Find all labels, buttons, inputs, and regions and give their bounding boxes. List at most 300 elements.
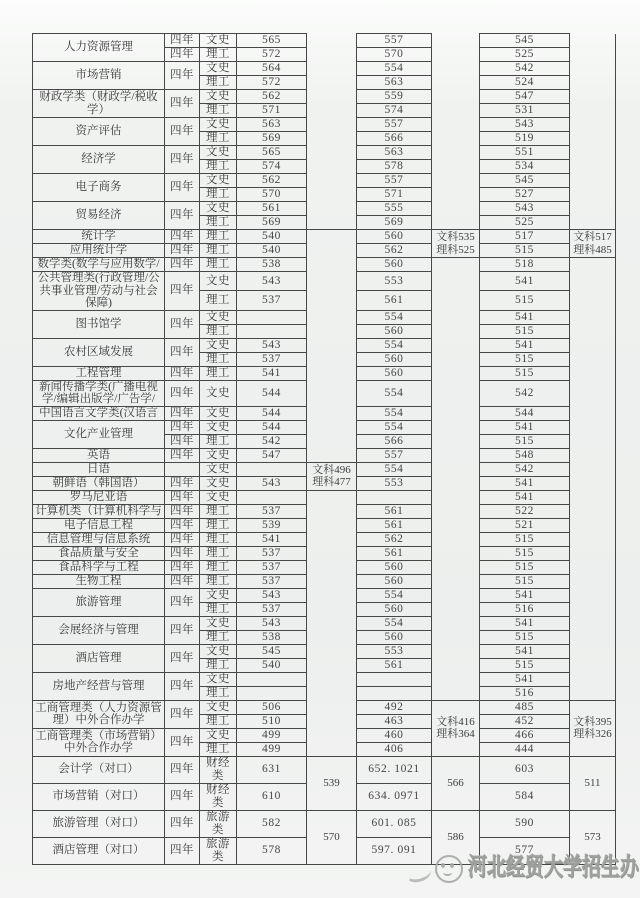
major-cell: 信息管理与信息系统 (33, 532, 165, 546)
table-row (33, 756, 616, 783)
note1-cell: 570 (307, 810, 357, 864)
watermark (405, 855, 639, 883)
duration-cell: 四年 (165, 644, 200, 672)
score3-cell: 543 (480, 202, 570, 216)
major-cell: 农村区域发展 (33, 338, 165, 366)
duration-cell: 四年 (165, 783, 200, 810)
category-cell: 理工 (200, 76, 237, 90)
score1-cell: 574 (237, 160, 307, 174)
category-cell: 理工 (200, 630, 237, 644)
duration-cell: 四年 (165, 406, 200, 420)
score2-cell: 460 (357, 728, 432, 742)
category-cell: 理工 (200, 160, 237, 174)
duration-cell: 四年 (165, 118, 200, 146)
category-cell: 文史 (200, 448, 237, 462)
major-cell: 电子商务 (33, 174, 165, 202)
category-cell: 理工 (200, 546, 237, 560)
category-cell: 理工 (200, 230, 237, 244)
duration-cell: 四年 (165, 62, 200, 90)
category-cell: 文史 (200, 406, 237, 420)
score3-cell: 541 (480, 338, 570, 352)
score2-cell: 560 (357, 258, 432, 272)
score2-cell (357, 490, 432, 504)
duration-cell: 四年 (165, 546, 200, 560)
score1-cell: 510 (237, 714, 307, 728)
score3-cell: 515 (480, 352, 570, 366)
score3-cell: 515 (480, 546, 570, 560)
major-cell: 计算机类（计算机科学与 (33, 504, 165, 518)
score3-cell: 544 (480, 406, 570, 420)
score1-cell: 547 (237, 448, 307, 462)
score1-cell: 570 (237, 188, 307, 202)
note1-cell: 539 (307, 756, 357, 810)
score1-cell: 539 (237, 518, 307, 532)
category-cell: 理工 (200, 714, 237, 728)
score2-cell: 634. 0971 (357, 783, 432, 810)
duration-cell: 四年 (165, 338, 200, 366)
category-cell: 理工 (200, 132, 237, 146)
major-cell: 文化产业管理 (33, 420, 165, 448)
score2-cell: 562 (357, 532, 432, 546)
score2-cell: 563 (357, 76, 432, 90)
score1-cell: 569 (237, 132, 307, 146)
score3-cell: 515 (480, 630, 570, 644)
watermark-text: 河北经贸大学招生办 (468, 853, 640, 882)
category-cell: 理工 (200, 258, 237, 272)
score1-cell: 543 (237, 338, 307, 352)
score1-cell: 537 (237, 560, 307, 574)
duration-cell (165, 462, 200, 476)
category-cell: 理工 (200, 658, 237, 672)
score1-cell: 542 (237, 434, 307, 448)
category-cell: 文史 (200, 310, 237, 324)
score3-cell: 590 (480, 810, 570, 837)
score2-cell: 562 (357, 244, 432, 258)
major-cell: 市场营销（对口） (33, 783, 165, 810)
major-cell: 人力资源管理 (33, 34, 165, 62)
score2-cell: 554 (357, 616, 432, 630)
category-cell: 理工 (200, 602, 237, 616)
duration-cell: 四年 (165, 202, 200, 230)
duration-cell: 四年 (165, 230, 200, 244)
note1-cell: 文科496理科477 (307, 462, 357, 490)
score1-cell: 561 (237, 202, 307, 216)
score2-cell: 555 (357, 202, 432, 216)
watermark-swoosh-icon (403, 861, 433, 885)
score3-cell: 541 (480, 310, 570, 324)
score3-cell: 541 (480, 672, 570, 686)
category-cell: 文史 (200, 644, 237, 658)
category-cell: 文史 (200, 420, 237, 434)
note2-cell: 586 (432, 810, 480, 864)
category-cell: 理工 (200, 48, 237, 62)
major-cell: 日语 (33, 462, 165, 476)
score3-cell: 548 (480, 448, 570, 462)
major-cell: 食品质量与安全 (33, 546, 165, 560)
duration-cell: 四年 (165, 588, 200, 616)
major-cell: 旅游管理（对口） (33, 810, 165, 837)
score2-cell: 574 (357, 104, 432, 118)
duration-cell: 四年 (165, 532, 200, 546)
score2-cell: 601. 085 (357, 810, 432, 837)
major-cell: 经济学 (33, 146, 165, 174)
score3-cell: 515 (480, 574, 570, 588)
duration-cell: 四年 (165, 174, 200, 202)
duration-cell: 四年 (165, 560, 200, 574)
score2-cell (357, 672, 432, 686)
score3-cell: 452 (480, 714, 570, 728)
major-cell: 统计学 (33, 230, 165, 244)
major-cell: 新闻传播学类(广播电视学/编辑出版学/广告学/ (33, 380, 165, 406)
score3-cell: 515 (480, 434, 570, 448)
category-cell: 理工 (200, 434, 237, 448)
category-cell: 文史 (200, 202, 237, 216)
category-cell: 文史 (200, 272, 237, 291)
score3-cell: 541 (480, 420, 570, 434)
duration-cell: 四年 (165, 504, 200, 518)
score2-cell: 561 (357, 518, 432, 532)
duration-cell: 四年 (165, 837, 200, 864)
score3-cell: 485 (480, 700, 570, 714)
score3-cell: 522 (480, 504, 570, 518)
score2-cell: 554 (357, 588, 432, 602)
score1-cell (237, 686, 307, 700)
score1-cell: 544 (237, 380, 307, 406)
score2-cell: 566 (357, 434, 432, 448)
major-cell: 朝鲜语（韩国语） (33, 476, 165, 490)
score1-cell: 537 (237, 574, 307, 588)
score2-cell: 554 (357, 420, 432, 434)
note1-cell (307, 34, 357, 230)
score2-cell: 554 (357, 406, 432, 420)
note3-cell (570, 258, 616, 701)
score2-cell: 463 (357, 714, 432, 728)
major-cell: 公共管理类(行政管理/公共事业管理/劳动与社会保障) (33, 272, 165, 311)
score1-cell: 631 (237, 756, 307, 783)
category-cell: 文史 (200, 728, 237, 742)
major-cell: 工程管理 (33, 366, 165, 380)
score2-cell: 560 (357, 560, 432, 574)
score3-cell: 584 (480, 783, 570, 810)
major-cell: 会计学（对口） (33, 756, 165, 783)
score2-cell: 553 (357, 476, 432, 490)
major-cell: 市场营销 (33, 62, 165, 90)
score3-cell: 542 (480, 62, 570, 76)
score1-cell: 563 (237, 118, 307, 132)
category-cell: 文史 (200, 174, 237, 188)
score1-cell: 562 (237, 174, 307, 188)
table-row (33, 810, 616, 837)
score1-cell: 537 (237, 291, 307, 310)
duration-cell: 四年 (165, 244, 200, 258)
score1-cell: 541 (237, 532, 307, 546)
category-cell: 理工 (200, 504, 237, 518)
score1-cell: 499 (237, 742, 307, 756)
score3-cell: 524 (480, 76, 570, 90)
category-cell: 文史 (200, 146, 237, 160)
duration-cell: 四年 (165, 810, 200, 837)
major-cell: 房地产经营与管理 (33, 672, 165, 700)
score1-cell: 545 (237, 644, 307, 658)
category-cell: 理工 (200, 244, 237, 258)
score2-cell: 561 (357, 658, 432, 672)
note3-cell: 文科395理科326 (570, 700, 616, 756)
score3-cell: 542 (480, 380, 570, 406)
score2-cell: 560 (357, 324, 432, 338)
score1-cell (237, 462, 307, 476)
major-cell: 应用统计学 (33, 244, 165, 258)
duration-cell: 四年 (165, 672, 200, 700)
category-cell: 文史 (200, 34, 237, 48)
table-row (33, 230, 616, 244)
note3-cell (570, 34, 616, 230)
score1-cell: 506 (237, 700, 307, 714)
category-cell: 理工 (200, 324, 237, 338)
major-cell: 食品科学与工程 (33, 560, 165, 574)
score1-cell: 540 (237, 658, 307, 672)
score3-cell: 516 (480, 686, 570, 700)
score1-cell: 540 (237, 244, 307, 258)
note1-cell (307, 230, 357, 463)
score1-cell: 499 (237, 728, 307, 742)
score2-cell: 561 (357, 291, 432, 310)
score2-cell: 578 (357, 160, 432, 174)
score1-cell: 537 (237, 352, 307, 366)
note3-cell: 511 (570, 756, 616, 810)
duration-cell: 四年 (165, 272, 200, 311)
score1-cell (237, 310, 307, 324)
university-seal-icon (435, 855, 463, 883)
score3-cell: 545 (480, 34, 570, 48)
table-row (33, 34, 616, 48)
score3-cell: 525 (480, 216, 570, 230)
score3-cell: 444 (480, 742, 570, 756)
score3-cell: 541 (480, 476, 570, 490)
duration-cell: 四年 (165, 34, 200, 48)
score1-cell (237, 672, 307, 686)
table-row (33, 462, 616, 476)
score2-cell: 560 (357, 366, 432, 380)
score1-cell: 543 (237, 272, 307, 291)
score3-cell: 527 (480, 188, 570, 202)
category-cell: 文史 (200, 476, 237, 490)
major-cell: 酒店管理 (33, 644, 165, 672)
duration-cell: 四年 (165, 310, 200, 338)
score3-cell: 545 (480, 174, 570, 188)
score1-cell: 540 (237, 230, 307, 244)
score3-cell: 543 (480, 118, 570, 132)
score3-cell: 515 (480, 658, 570, 672)
score2-cell: 597. 091 (357, 837, 432, 864)
score2-cell: 560 (357, 630, 432, 644)
score2-cell: 560 (357, 352, 432, 366)
score3-cell: 534 (480, 160, 570, 174)
score3-cell: 541 (480, 272, 570, 291)
duration-cell: 四年 (165, 518, 200, 532)
score3-cell: 515 (480, 366, 570, 380)
note2-cell (432, 34, 480, 230)
score2-cell: 561 (357, 504, 432, 518)
major-cell: 电子信息工程 (33, 518, 165, 532)
major-cell: 英语 (33, 448, 165, 462)
score3-cell: 551 (480, 146, 570, 160)
score1-cell: 543 (237, 588, 307, 602)
table-row (33, 490, 616, 504)
score1-cell: 582 (237, 810, 307, 837)
duration-cell: 四年 (165, 90, 200, 118)
major-cell: 罗马尼亚语 (33, 490, 165, 504)
score1-cell: 569 (237, 216, 307, 230)
duration-cell: 四年 (165, 490, 200, 504)
score3-cell: 515 (480, 324, 570, 338)
category-cell: 财经类 (200, 783, 237, 810)
category-cell: 理工 (200, 352, 237, 366)
major-cell: 财政学类（财政学/税收学） (33, 90, 165, 118)
score1-cell: 538 (237, 630, 307, 644)
category-cell: 文史 (200, 672, 237, 686)
score1-cell: 543 (237, 476, 307, 490)
score2-cell: 553 (357, 272, 432, 291)
duration-cell: 四年 (165, 756, 200, 783)
note2-cell: 文科416理科364 (432, 700, 480, 756)
category-cell: 文史 (200, 118, 237, 132)
duration-cell: 四年 (165, 258, 200, 272)
category-cell: 理工 (200, 518, 237, 532)
category-cell: 文史 (200, 700, 237, 714)
score1-cell: 565 (237, 34, 307, 48)
category-cell: 理工 (200, 188, 237, 202)
duration-cell: 四年 (165, 700, 200, 728)
major-cell: 中国语言文学类(汉语言 (33, 406, 165, 420)
score2-cell: 553 (357, 644, 432, 658)
score3-cell: 516 (480, 602, 570, 616)
score2-cell: 554 (357, 62, 432, 76)
score2-cell: 560 (357, 602, 432, 616)
category-cell: 理工 (200, 742, 237, 756)
category-cell: 财经类 (200, 756, 237, 783)
score3-cell: 541 (480, 644, 570, 658)
score2-cell: 557 (357, 118, 432, 132)
major-cell: 会展经济与管理 (33, 616, 165, 644)
major-cell: 数学类(数学与应用数学/ (33, 258, 165, 272)
score3-cell: 603 (480, 756, 570, 783)
score1-cell: 537 (237, 602, 307, 616)
score2-cell: 560 (357, 230, 432, 244)
score1-cell: 565 (237, 146, 307, 160)
duration-cell: 四年 (165, 380, 200, 406)
major-cell: 工商管理类（市场营销）中外合作办学 (33, 728, 165, 756)
duration-cell: 四年 (165, 728, 200, 756)
duration-cell: 四年 (165, 434, 200, 448)
major-cell: 旅游管理 (33, 588, 165, 616)
category-cell: 理工 (200, 560, 237, 574)
admission-scores-table (32, 33, 616, 865)
major-cell: 图书馆学 (33, 310, 165, 338)
score1-cell: 562 (237, 90, 307, 104)
score2-cell: 563 (357, 146, 432, 160)
score3-cell: 547 (480, 90, 570, 104)
category-cell: 理工 (200, 291, 237, 310)
category-cell: 文史 (200, 90, 237, 104)
duration-cell: 四年 (165, 448, 200, 462)
score2-cell: 566 (357, 132, 432, 146)
score2-cell: 554 (357, 380, 432, 406)
score1-cell: 572 (237, 76, 307, 90)
category-cell: 理工 (200, 532, 237, 546)
note2-cell (432, 258, 480, 701)
score2-cell: 557 (357, 174, 432, 188)
score3-cell: 541 (480, 588, 570, 602)
category-cell: 文史 (200, 588, 237, 602)
category-cell: 理工 (200, 104, 237, 118)
score2-cell: 559 (357, 90, 432, 104)
duration-cell: 四年 (165, 420, 200, 434)
duration-cell: 四年 (165, 574, 200, 588)
score3-cell: 515 (480, 560, 570, 574)
score1-cell: 610 (237, 783, 307, 810)
score3-cell: 577 (480, 837, 570, 864)
category-cell: 文史 (200, 462, 237, 476)
score2-cell: 406 (357, 742, 432, 756)
major-cell: 工商管理类（人力资源管理）中外合作办学 (33, 700, 165, 728)
score3-cell: 515 (480, 291, 570, 310)
score3-cell: 541 (480, 616, 570, 630)
score2-cell: 569 (357, 216, 432, 230)
score1-cell (237, 490, 307, 504)
category-cell: 理工 (200, 366, 237, 380)
duration-cell: 四年 (165, 146, 200, 174)
score3-cell: 525 (480, 48, 570, 62)
category-cell: 旅游类 (200, 837, 237, 864)
score2-cell: 554 (357, 462, 432, 476)
duration-cell: 四年 (165, 616, 200, 644)
score2-cell: 492 (357, 700, 432, 714)
duration-cell: 四年 (165, 366, 200, 380)
category-cell: 旅游类 (200, 810, 237, 837)
note3-cell: 文科517理科485 (570, 230, 616, 258)
duration-cell: 四年 (165, 476, 200, 490)
score2-cell: 557 (357, 448, 432, 462)
score1-cell: 572 (237, 48, 307, 62)
score3-cell: 466 (480, 728, 570, 742)
major-cell: 酒店管理（对口） (33, 837, 165, 864)
score3-cell: 515 (480, 532, 570, 546)
score2-cell: 652. 1021 (357, 756, 432, 783)
score1-cell (237, 324, 307, 338)
score2-cell: 560 (357, 574, 432, 588)
note1-cell (307, 490, 357, 756)
category-cell: 文史 (200, 616, 237, 630)
score2-cell: 554 (357, 338, 432, 352)
score1-cell: 538 (237, 258, 307, 272)
major-cell: 资产评估 (33, 118, 165, 146)
score1-cell: 564 (237, 62, 307, 76)
score1-cell: 543 (237, 616, 307, 630)
score2-cell (357, 686, 432, 700)
note2-cell: 566 (432, 756, 480, 810)
category-cell: 理工 (200, 216, 237, 230)
category-cell: 理工 (200, 686, 237, 700)
category-cell: 文史 (200, 338, 237, 352)
table-body (33, 34, 616, 865)
score2-cell: 570 (357, 48, 432, 62)
score3-cell: 517 (480, 230, 570, 244)
category-cell: 理工 (200, 574, 237, 588)
category-cell: 文史 (200, 62, 237, 76)
score1-cell: 578 (237, 837, 307, 864)
score1-cell: 571 (237, 104, 307, 118)
score3-cell: 542 (480, 462, 570, 476)
